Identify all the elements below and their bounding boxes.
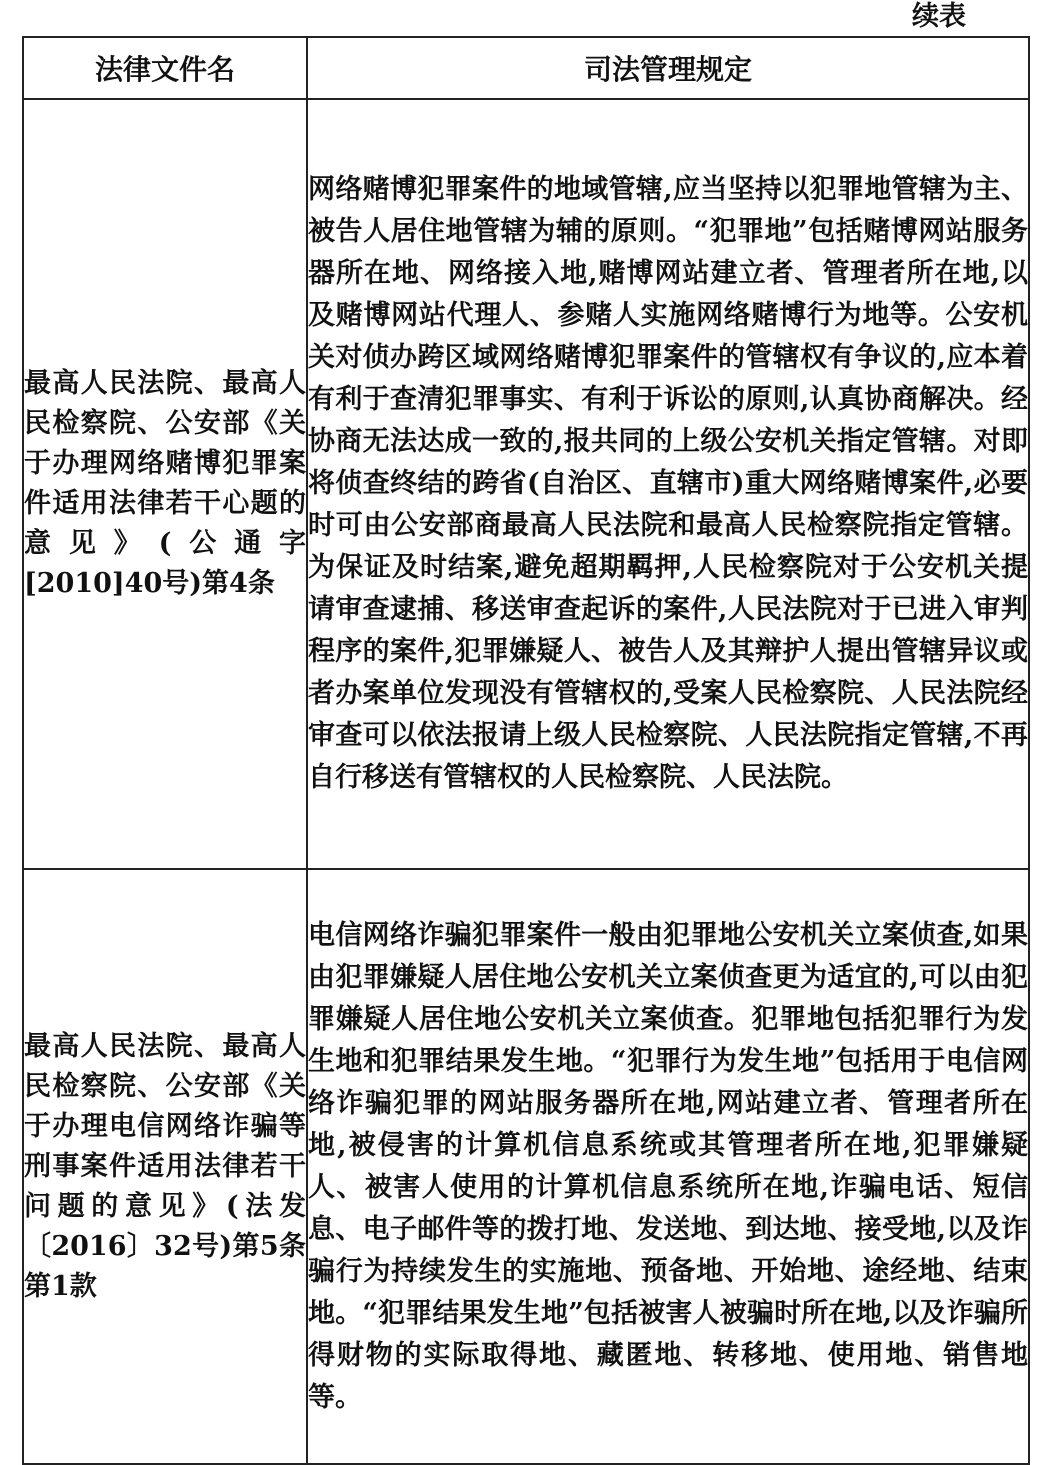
judicial-regulation-cell: 网络赌博犯罪案件的地域管辖,应当坚持以犯罪地管辖为主、被告人居住地管辖为辅的原则。“犯罪地”包括赌博网站服务器所在地、网络接入地,赌博网站建立者、管理者所在地,以及赌博网站代理人、参赌人实施网络赌博行为地等。公安机关对侦办跨区域网络赌博犯罪案件的管辖权有争议的,应本着有利于查清犯罪事实、有利于诉讼的原则,认真协商解决。经协商无法达成一致的,报共同的上级公安机关指定管辖。对即将侦查终结的跨省(自治区、直辖市)重大网络赌博案件,必要时可由公安部商最高人民法院和最高人民检察院指定管辖。为保证及时结案,避免超期羁押,人民检察院对于公安机关提请审查逮捕、移送审查起诉的案件,人民法院对于已进入审判程序的案件,犯罪嫌疑人、被告人及其辩护人提出管辖异议或者办案单位发现没有管辖权的,受案人民检察院、人民法院经审查可以依法报请上级人民检察院、人民法院指定管辖,不再自行移送有管辖权的人民检察院、人民法院。: [307, 99, 1029, 869]
header-judicial-regulation: 司法管理规定: [307, 37, 1029, 99]
table-row: [23, 869, 1029, 1464]
table-header-row: [23, 37, 1029, 99]
judicial-regulation-cell: 电信网络诈骗犯罪案件一般由犯罪地公安机关立案侦查,如果由犯罪嫌疑人居住地公安机关立案侦查更为适宜的,可以由犯罪嫌疑人居住地公安机关立案侦查。犯罪地包括犯罪行为发生地和犯罪结果发生地。“犯罪行为发生地”包括用于电信网络诈骗犯罪的网站服务器所在地,网站建立者、管理者所在地,被侵害的计算机信息系统或其管理者所在地,犯罪嫌疑人、被害人使用的计算机信息系统所在地,诈骗电话、短信息、电子邮件等的拨打地、发送地、到达地、接受地,以及诈骗行为持续发生的实施地、预备地、开始地、途经地、结束地。“犯罪结果发生地”包括被害人被骗时所在地,以及诈骗所得财物的实际取得地、藏匿地、转移地、使用地、销售地等。: [307, 869, 1029, 1464]
law-document-name-cell: 最高人民法院、最高人民检察院、公安部《关于办理电信网络诈骗等刑事案件适用法律若干问题的意见》(法发〔2016〕32号)第5条第1款: [23, 869, 307, 1464]
law-document-name-cell: 最高人民法院、最高人民检察院、公安部《关于办理网络赌博犯罪案件适用法律若干心题的意见》(公通字[2010]40号)第4条: [23, 99, 307, 869]
law-regulation-table: [22, 36, 1030, 1465]
table-row: [23, 99, 1029, 869]
header-law-document-name: 法律文件名: [23, 37, 307, 99]
continued-table-label: 续表: [912, 1, 966, 32]
